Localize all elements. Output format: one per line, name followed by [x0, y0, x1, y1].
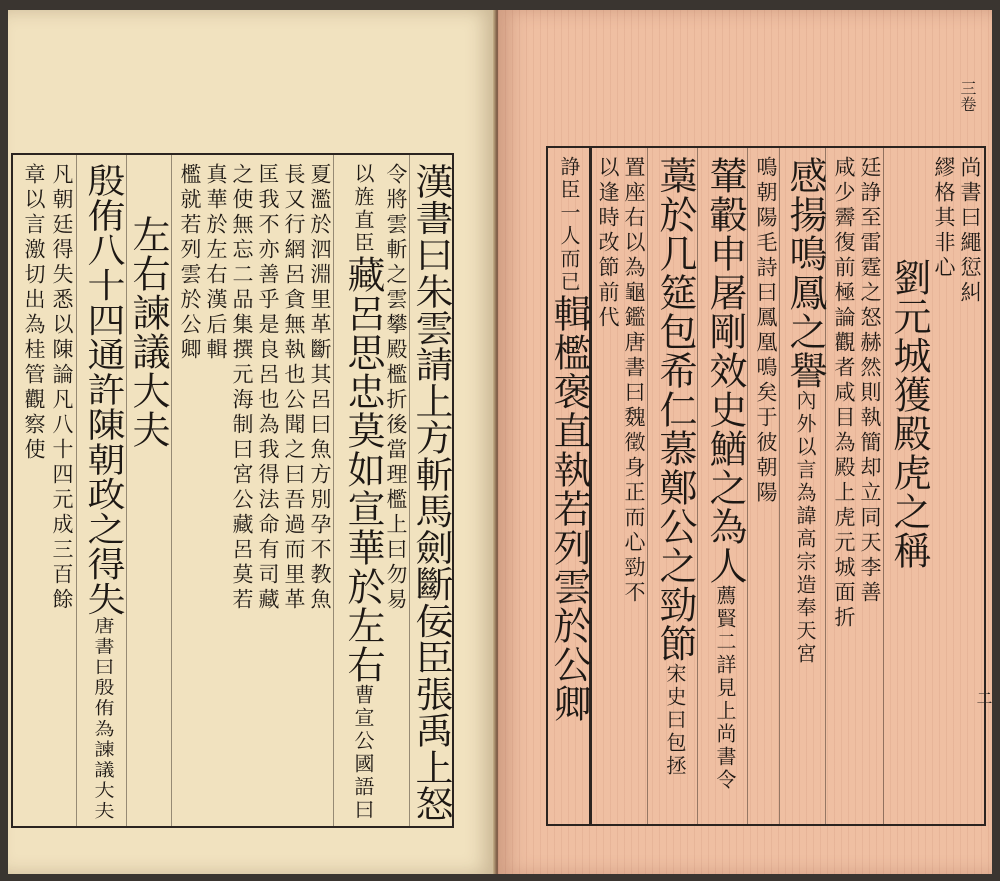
- right-col-4: 廷諍至雷霆之怒赫然則執簡却立同天李善: [858, 156, 882, 606]
- left-col-12: 凡朝廷得失悉以陳論凡八十四元成三百餘: [50, 163, 74, 613]
- left-col-5: 長又行網呂貪無執也公聞之曰吾過而里革: [282, 163, 306, 613]
- column-rule: [747, 148, 748, 824]
- column-rule: [126, 155, 127, 826]
- left-col-11-seg-2: 唐書曰殷侑為諫議大夫: [91, 616, 115, 822]
- right-col-10: 置座右以為龜鑑唐書曰魏徵身正而心勁不: [622, 156, 646, 606]
- left-col-11: [81, 163, 125, 822]
- left-col-8: 真華於左右漢后輯: [204, 163, 228, 363]
- column-rule: [76, 155, 77, 826]
- column-rule: [647, 148, 648, 824]
- right-col-9-seg-2: 宋史曰包拯: [663, 663, 687, 778]
- right-page: [498, 10, 992, 874]
- right-col-5: 咸少霽復前極論觀者咸目為殿上虎元城面折: [832, 156, 856, 631]
- right-col-6: [783, 156, 827, 666]
- left-col-6: 匡我不亦善乎是良呂也為我得法命有司藏: [256, 163, 280, 613]
- right-col-8: [703, 156, 747, 792]
- right-col-8-seg-2: 薦賢二詳見上尚書令: [713, 585, 737, 792]
- left-col-2: 令將雲斬之雲攀殿檻折後當理檻上曰勿易: [384, 163, 408, 613]
- right-col-11: 以逢時改節前代: [596, 156, 620, 331]
- left-col-4: 夏濫於泗淵里革斷其呂曰魚方別孕不教魚: [308, 163, 332, 613]
- left-page: [8, 10, 496, 874]
- page-number: 二: [974, 690, 993, 706]
- left-col-9: 檻就若列雲於公卿: [178, 163, 202, 363]
- left-col-3: [341, 163, 385, 822]
- right-col-7: 鳴朝陽毛詩曰鳳凰鳴矣于彼朝陽: [754, 156, 778, 506]
- left-col-3-seg-3: 曹宣公國語曰: [351, 684, 375, 822]
- margin-note-volume: 三卷: [958, 80, 977, 112]
- column-rule: [409, 155, 410, 826]
- right-col-2: 繆格其非心: [932, 156, 956, 281]
- right-col-1: 尚書曰繩愆糾: [958, 156, 982, 306]
- left-col-13: 章以言激切出為桂管觀察使: [22, 163, 46, 463]
- right-col-12-seg-1: 諍臣一人而已: [557, 156, 581, 294]
- left-col-11-seg-1: 殷侑八十四通許陳朝政之得失: [81, 163, 125, 617]
- left-col-3-seg-1: 以旌直臣: [351, 163, 375, 255]
- column-rule: [697, 148, 698, 824]
- right-text-frame: [546, 146, 986, 826]
- right-col-6-seg-2: 內外以言為諱高宗造奉天宮: [793, 390, 817, 666]
- right-col-9: [653, 156, 697, 778]
- right-col-6-seg-1: 感揚鳴鳳之譽: [783, 156, 827, 390]
- right-col-9-seg-1: 藁於几筵包希仁慕鄭公之勁節: [653, 156, 697, 663]
- right-col-8-seg-1: 輦轂申屠剛效史鰌之為人: [703, 156, 747, 585]
- column-rule: [333, 155, 334, 826]
- column-rule: [883, 148, 884, 824]
- left-col-3-seg-2: 藏呂思忠莫如宣華於左右: [341, 255, 385, 684]
- right-col-12-seg-2: 輯檻褒直執若列雲於公卿: [547, 294, 591, 723]
- left-text-frame: [11, 153, 454, 828]
- left-col-heading: 左右諫議大夫: [126, 215, 170, 449]
- column-rule: [779, 148, 780, 824]
- column-rule: [171, 155, 172, 826]
- right-col-3: 劉元城獲殿虎之稱: [887, 258, 931, 570]
- left-col-1: 漢書曰朱雲請上方斬馬劍斷佞臣張禹上怒: [409, 163, 453, 823]
- right-col-12: [547, 156, 591, 723]
- left-col-7: 之使無忘二品集撰元海制曰宮公藏呂莫若: [230, 163, 254, 613]
